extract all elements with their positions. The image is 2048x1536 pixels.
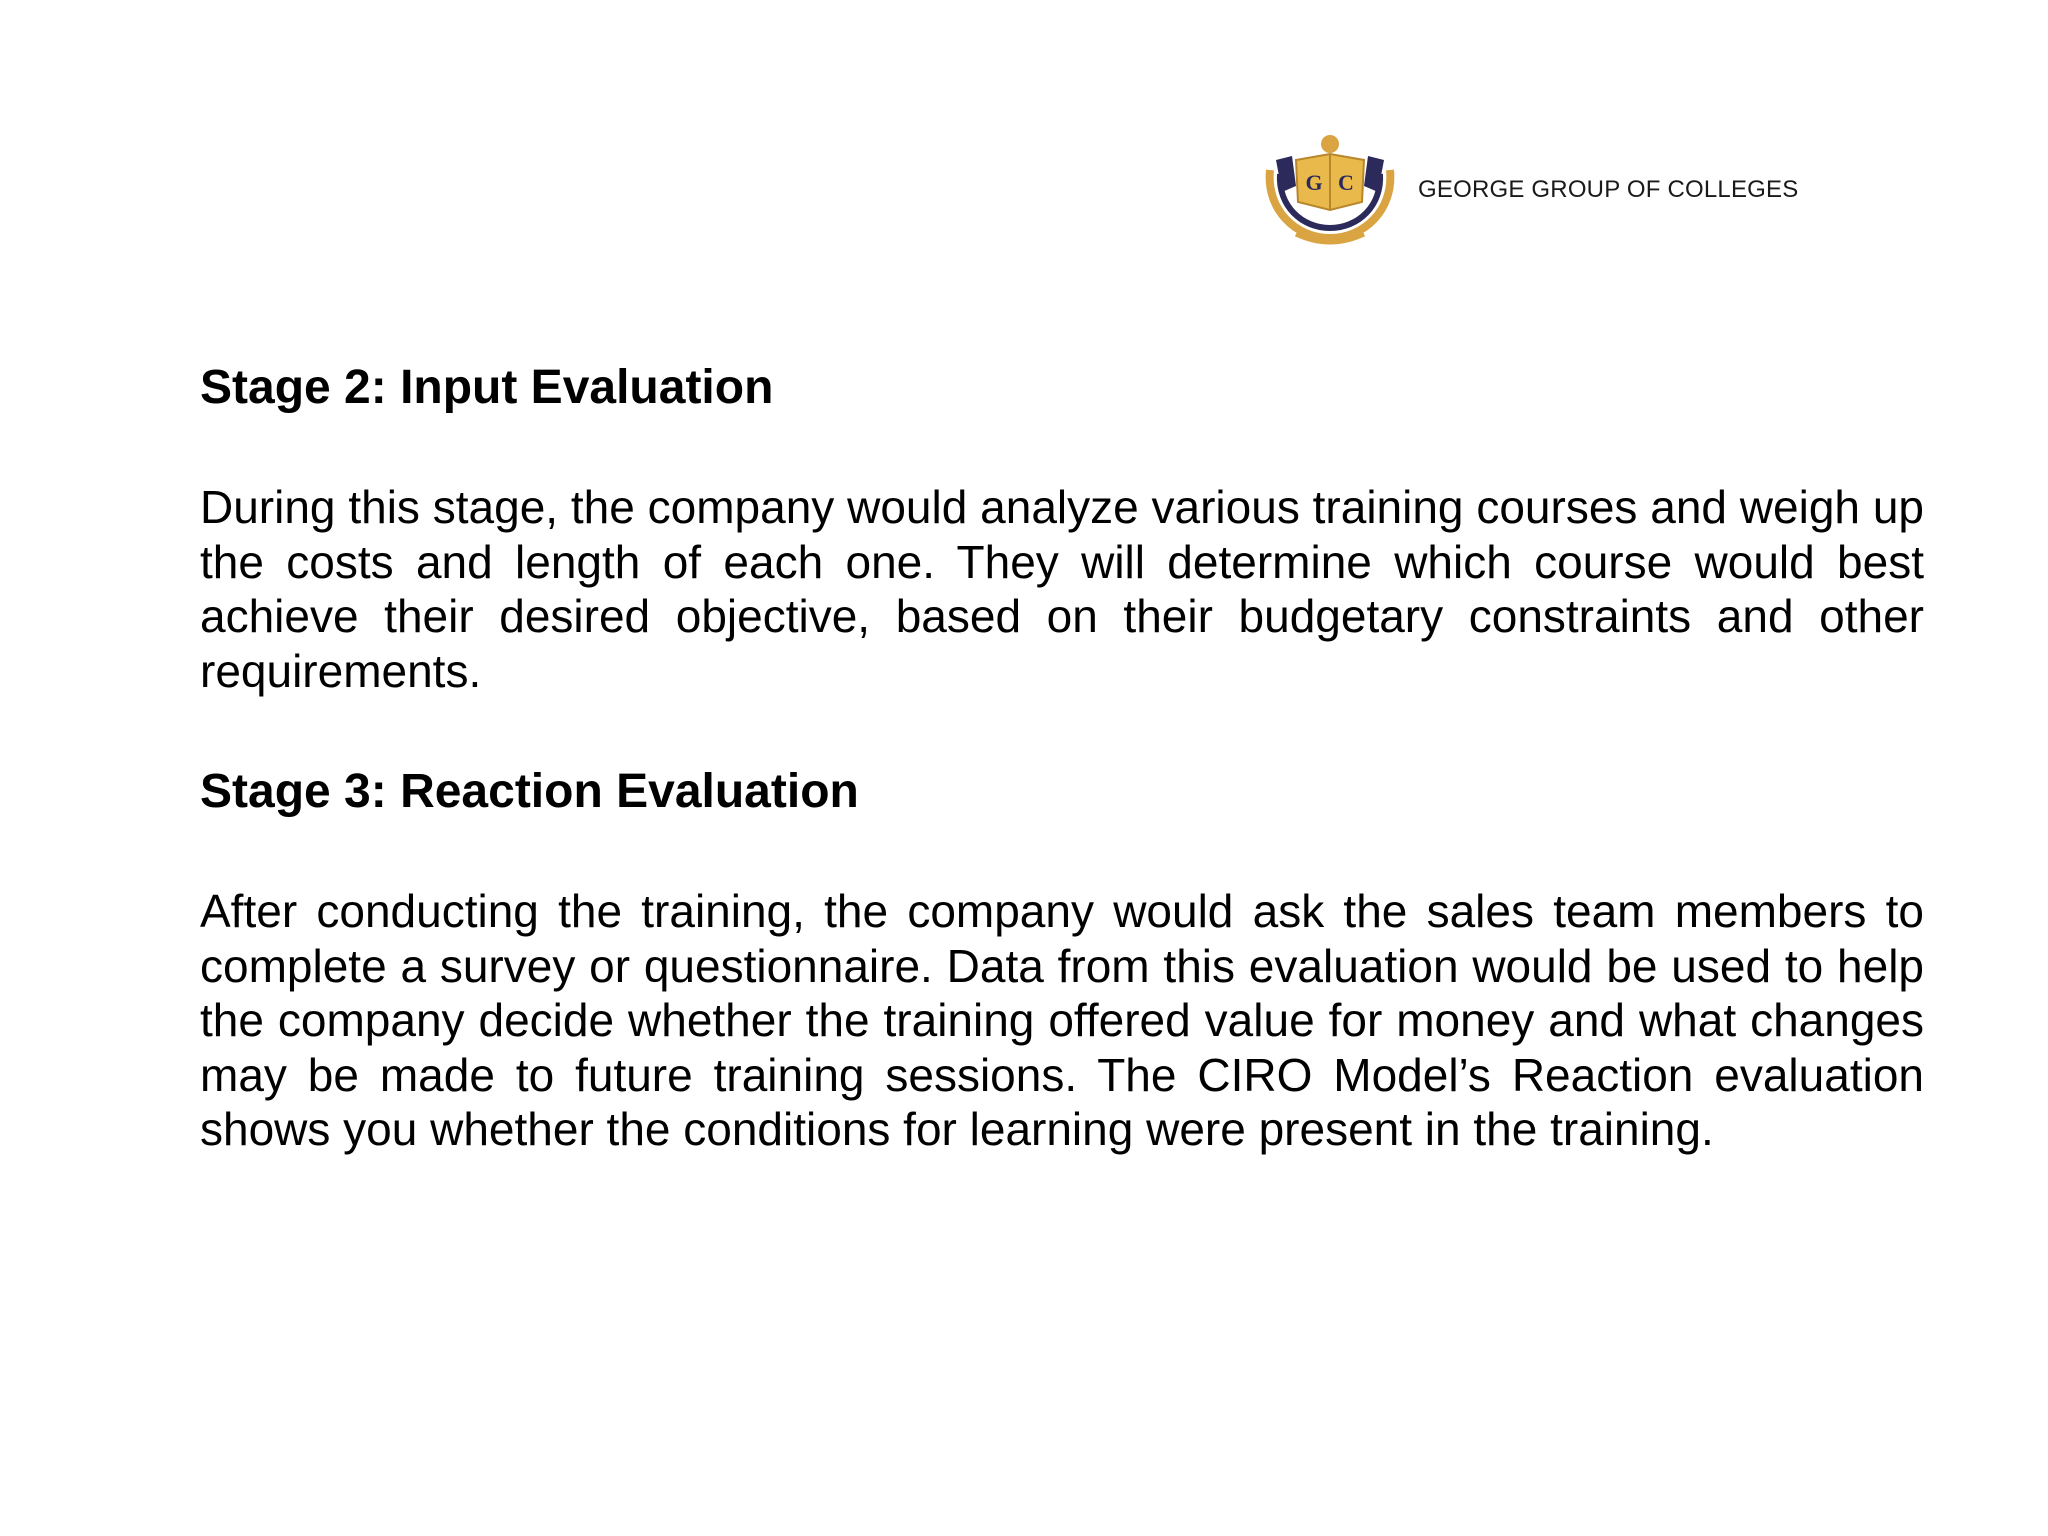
content [200,360,1924,1157]
header [1256,130,1798,250]
crest-letter-g: G [1305,170,1323,195]
college-crest-icon [1256,130,1404,250]
crest-letter-c: C [1338,170,1354,195]
section-body-stage-2: During this stage, the company would analyze various training courses and weigh up the costs and length of each one. They will determine which course would best achieve their desired objective, based on their budgetary constraints and other requirements. [200,481,1924,697]
college-name: GEORGE GROUP OF COLLEGES [1418,176,1799,203]
section-body-stage-3: After conducting the training, the company would ask the sales team members to complete a survey or questionnaire. Data from this evaluation would be used to help the company decide whether the training offered value for money and what changes may be made to future training sessions. The CIRO Model’s Reaction evaluation shows you whether the conditions for learning were present in the training. [200,885,1924,1155]
section-heading-stage-3: Stage 3: Reaction Evaluation [200,765,859,818]
section-heading-stage-2: Stage 2: Input Evaluation [200,361,774,414]
